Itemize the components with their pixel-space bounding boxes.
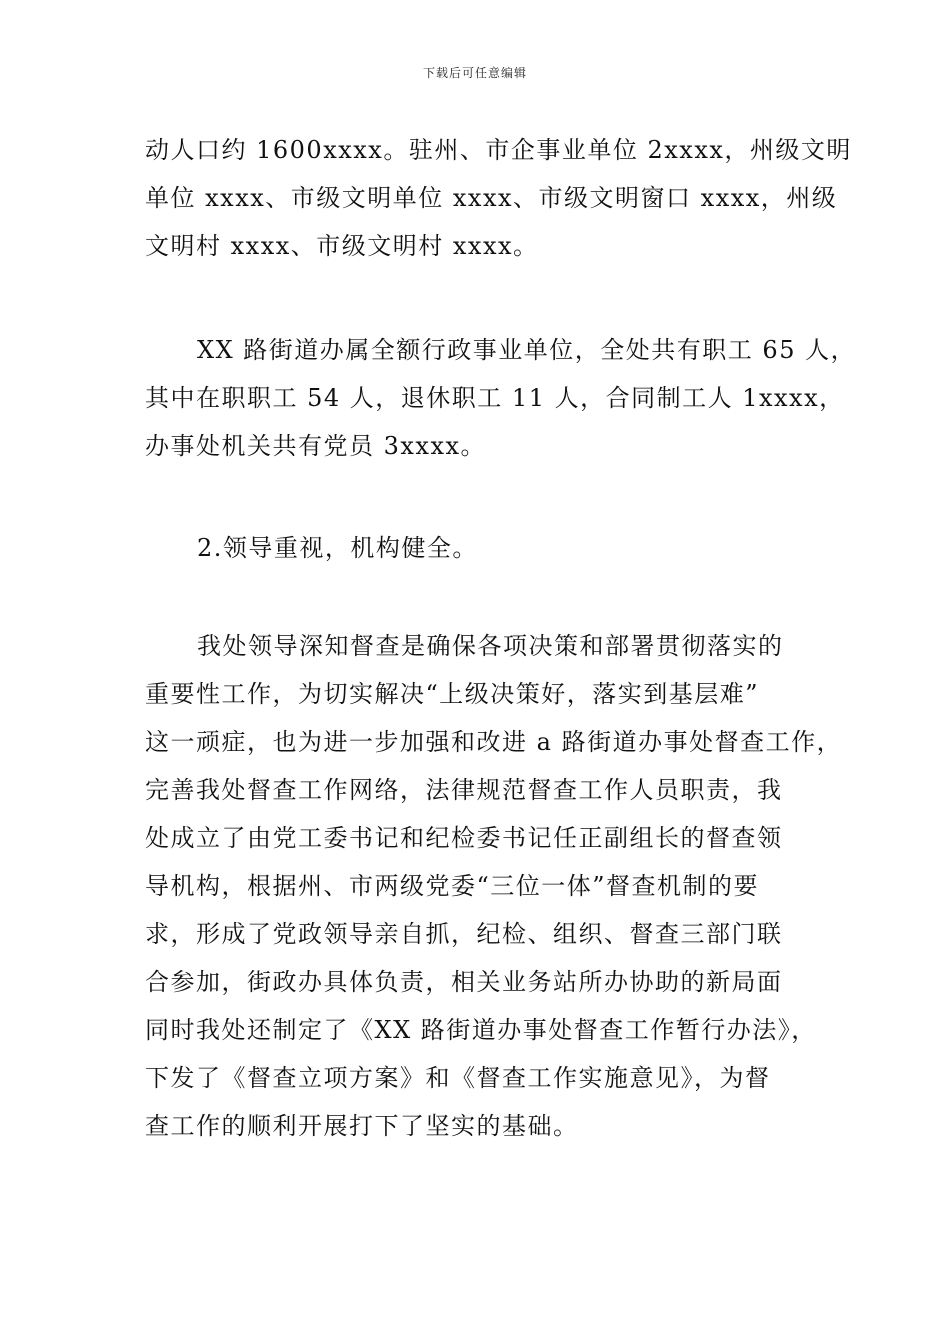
paragraph-line: 完善我处督查工作网络，法律规范督查工作人员职责，我 <box>145 776 783 804</box>
paragraph-line: 这一顽症，也为进一步加强和改进 a 路街道办事处督查工作， <box>145 728 843 756</box>
paragraph-staff <box>145 326 857 470</box>
paragraph-line: 合参加，街政办具体负责，相关业务站所办协助的新局面 <box>145 968 783 996</box>
page-header: 下载后可任意编辑 <box>422 66 527 80</box>
paragraph-line: 办事处机关共有党员 3xxxx。 <box>145 432 487 460</box>
paragraph-line: 同时我处还制定了《XX 路街道办事处督查工作暂行办法》， <box>145 1016 817 1044</box>
paragraph-line: 处成立了由党工委书记和纪检委书记任正副组长的督查领 <box>145 824 783 852</box>
paragraph-line: 查工作的顺利开展打下了坚实的基础。 <box>145 1112 579 1140</box>
paragraph-line: 文明村 xxxx、市级文明村 xxxx。 <box>145 232 539 260</box>
paragraph-line: 导机构，根据州、市两级党委“三位一体”督查机制的要 <box>145 872 760 900</box>
paragraph-line: 动人口约 1600xxxx。驻州、市企事业单位 2xxxx，州级文明 <box>145 136 852 164</box>
paragraph-line: 求，形成了党政领导亲自抓，纪检、组织、督查三部门联 <box>145 920 783 948</box>
paragraph-line: XX 路街道办属全额行政事业单位，全处共有职工 65 人， <box>197 336 857 364</box>
paragraph-supervision <box>145 622 843 1150</box>
paragraph-line: 其中在职职工 54 人，退休职工 11 人，合同制工人 1xxxx， <box>145 384 845 412</box>
heading-line: 2.领导重视，机构健全。 <box>197 534 478 562</box>
paragraph-population <box>145 126 852 270</box>
paragraph-line: 下发了《督查立项方案》和《督查工作实施意见》，为督 <box>145 1064 771 1092</box>
paragraph-line: 重要性工作，为切实解决“上级决策好，落实到基层难” <box>145 680 760 708</box>
paragraph-line: 单位 xxxx、市级文明单位 xxxx、市级文明窗口 xxxx，州级 <box>145 184 838 212</box>
section-heading <box>145 524 815 572</box>
paragraph-line: 我处领导深知督查是确保各项决策和部署贯彻落实的 <box>197 632 784 660</box>
